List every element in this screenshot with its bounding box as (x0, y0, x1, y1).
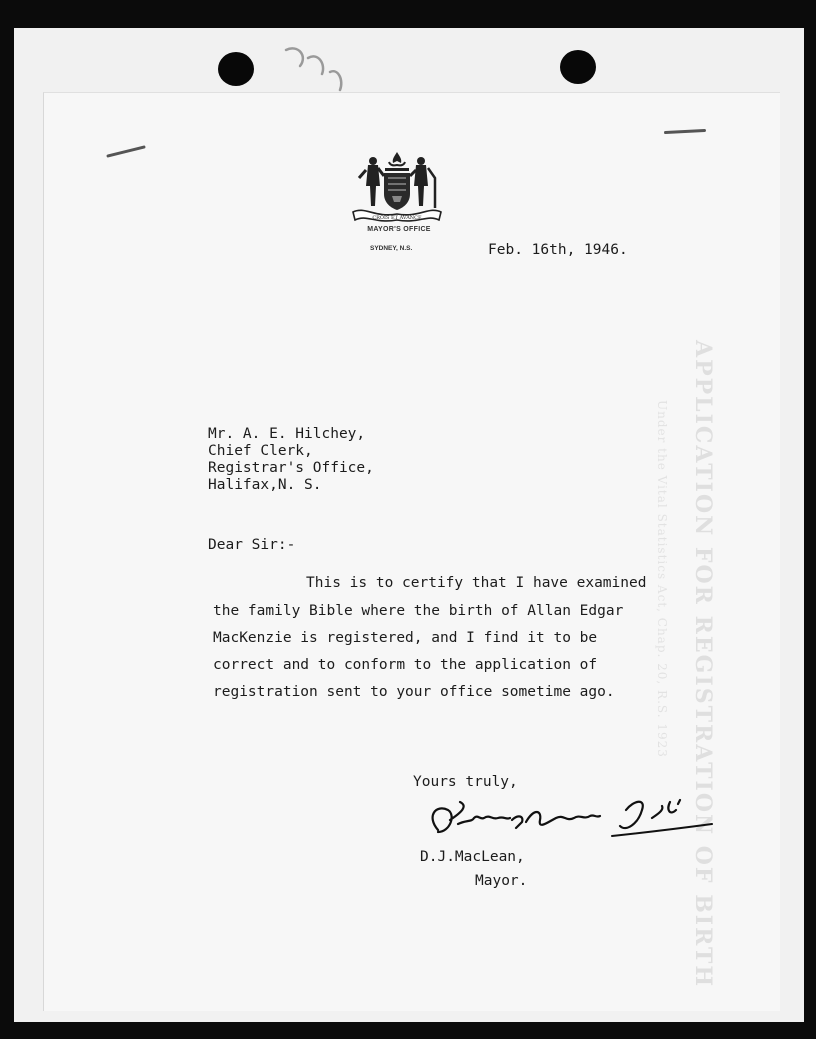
letterhead-office-title: MAYOR'S OFFICE (367, 226, 431, 233)
background-form-heading: APPLICATION FOR REGISTRATION OF BIRTH (690, 340, 716, 989)
signer-name: D.J.MacLean, (420, 849, 525, 865)
letterhead-office-place: SYDNEY, N.S. (370, 245, 413, 252)
body-line: correct and to conform to the application of (213, 657, 598, 673)
coat-of-arms-icon (345, 148, 449, 230)
address-line: Mr. A. E. Hilchey, (208, 426, 366, 442)
address-line: Registrar's Office, (208, 460, 374, 476)
body-line: This is to certify that I have examined (306, 575, 647, 591)
address-line: Chief Clerk, (208, 443, 313, 459)
closing: Yours truly, (413, 774, 518, 790)
handwritten-signature (420, 780, 720, 850)
body-line: registration sent to your office sometime ago. (213, 684, 615, 700)
background-form-subheading: Under the Vital Statistics Act, Chap. 20, R.S. 1923 (655, 400, 669, 758)
address-line: Halifax,N. S. (208, 477, 322, 493)
svg-text:CROIS ET AVANCE: CROIS ET AVANCE (372, 215, 422, 221)
salutation: Dear Sir:- (208, 537, 296, 553)
letter-date: Feb. 16th, 1946. (488, 242, 628, 258)
signer-title: Mayor. (475, 873, 528, 889)
punch-hole-right (560, 50, 596, 84)
body-line: the family Bible where the birth of Allan Edgar (213, 603, 624, 619)
punch-hole-left (218, 52, 254, 86)
body-line: MacKenzie is registered, and I find it to be (213, 630, 598, 646)
